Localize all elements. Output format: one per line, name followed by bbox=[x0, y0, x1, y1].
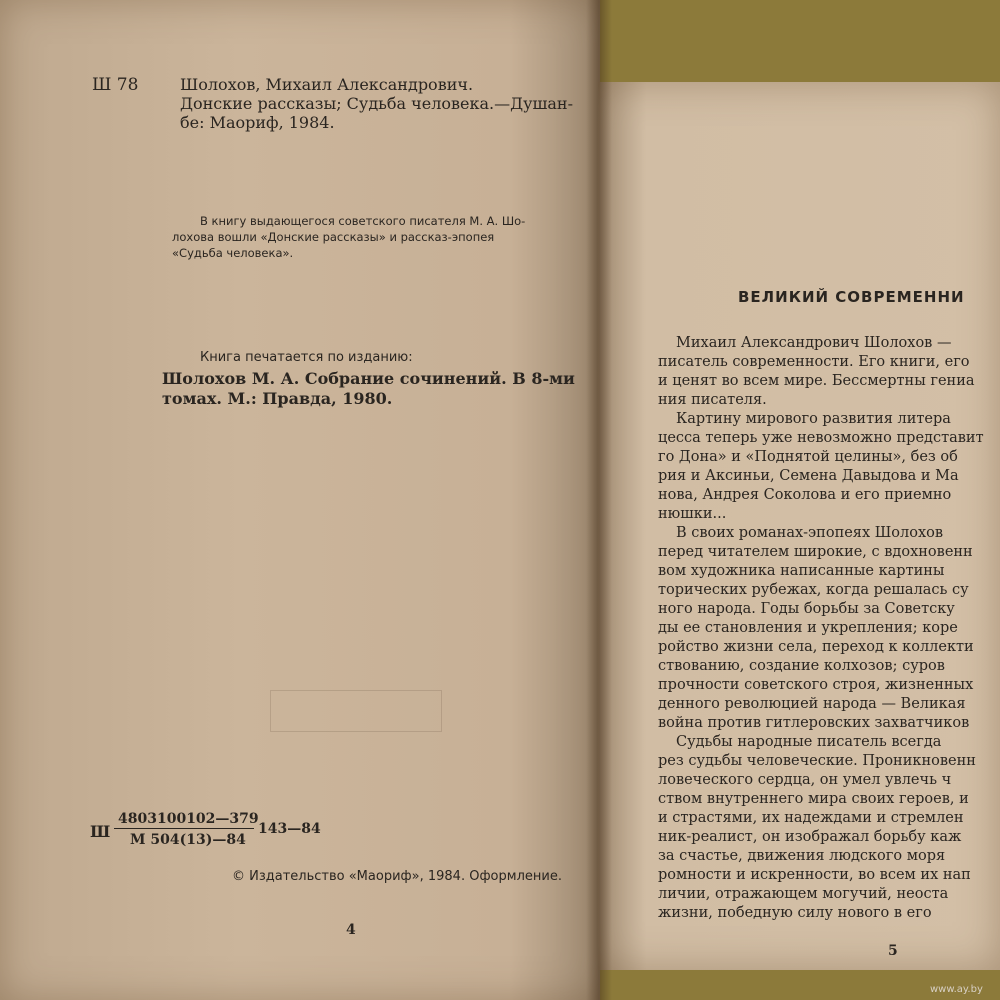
text-line: личии, отражающем могучий, неоста bbox=[658, 886, 949, 902]
right-page-number: 5 bbox=[888, 943, 898, 959]
text-line: ройство жизни села, переход к коллекти bbox=[658, 639, 974, 655]
text-line: война против гитлеровских захватчиков bbox=[658, 715, 970, 731]
text-line: и страстями, их надеждами и стремлен bbox=[658, 810, 964, 826]
text-line: го Дона» и «Поднятой целины», без об bbox=[658, 449, 958, 465]
text-line: ды ее становления и укрепления; коре bbox=[658, 620, 958, 636]
edition-note: Книга печатается по изданию: bbox=[200, 350, 413, 365]
text-line: за счастье, движения людского моря bbox=[658, 848, 946, 864]
chapter-heading: ВЕЛИКИЙ СОВРЕМЕННИ bbox=[738, 288, 965, 306]
code-fraction-line bbox=[114, 828, 254, 829]
text-line: ством внутреннего мира своих героев, и bbox=[658, 791, 969, 807]
text-line: Михаил Александрович Шолохов — bbox=[676, 335, 952, 351]
text-line: и ценят во всем мире. Бессмертны гениа bbox=[658, 373, 975, 389]
text-line: нова, Андрея Соколова и его приемно bbox=[658, 487, 952, 503]
faded-stamp bbox=[270, 690, 442, 732]
annotation-line-2: лохова вошли «Донские рассказы» и рассказ-эпопея bbox=[172, 230, 495, 244]
code-suffix: 143—84 bbox=[258, 821, 321, 837]
bib-line-2: Донские рассказы; Судьба человека.—Душан- bbox=[180, 94, 573, 113]
text-line: ник-реалист, он изображал борьбу каж bbox=[658, 829, 962, 845]
text-line: жизни, победную силу нового в его bbox=[658, 905, 932, 921]
text-line: прочности советского строя, жизненных bbox=[658, 677, 974, 693]
watermark: www.ay.by bbox=[930, 984, 983, 995]
text-line: Картину мирового развития литера bbox=[676, 411, 951, 427]
code-denominator: М 504(13)—84 bbox=[130, 832, 246, 848]
source-line-1: Шолохов М. А. Собрание сочинений. В 8-ми bbox=[162, 369, 575, 388]
text-line: рия и Аксиньи, Семена Давыдова и Ма bbox=[658, 468, 959, 484]
code-prefix: Ш bbox=[90, 822, 111, 841]
annotation-line-1: В книгу выдающегося советского писателя М. А. Шо- bbox=[200, 214, 526, 228]
text-line: ловеческого сердца, он умел увлечь ч bbox=[658, 772, 952, 788]
text-line: цесса теперь уже невозможно представит bbox=[658, 430, 984, 446]
text-line: ного народа. Годы борьбы за Советску bbox=[658, 601, 955, 617]
text-line: ния писателя. bbox=[658, 392, 767, 408]
text-line: нюшки... bbox=[658, 506, 727, 522]
text-line: ствованию, создание колхозов; суров bbox=[658, 658, 945, 674]
source-line-2: томах. М.: Правда, 1980. bbox=[162, 389, 393, 408]
left-page-number: 4 bbox=[346, 922, 356, 938]
right-page bbox=[598, 82, 1000, 970]
text-line: рез судьбы человеческие. Проникновенн bbox=[658, 753, 976, 769]
text-line: вом художника написанные картины bbox=[658, 563, 945, 579]
text-line: денного революцией народа — Великая bbox=[658, 696, 966, 712]
text-line: писатель современности. Его книги, его bbox=[658, 354, 970, 370]
text-line: перед читателем широкие, с вдохновенн bbox=[658, 544, 973, 560]
bib-line-1: Шолохов, Михаил Александрович. bbox=[180, 75, 474, 94]
text-line: ромности и искренности, во всем их нап bbox=[658, 867, 971, 883]
text-line: торических рубежах, когда решалась су bbox=[658, 582, 969, 598]
text-line: Судьбы народные писатель всегда bbox=[676, 734, 942, 750]
code-numerator: 4803100102—379 bbox=[118, 811, 259, 827]
copyright-line: © Издательство «Маориф», 1984. Оформление. bbox=[232, 869, 562, 884]
bib-line-3: бе: Маориф, 1984. bbox=[180, 113, 335, 132]
book-gutter bbox=[586, 0, 612, 1000]
text-line: В своих романах-эпопеях Шолохов bbox=[676, 525, 944, 541]
call-number: Ш 78 bbox=[92, 75, 139, 95]
annotation-line-3: «Судьба человека». bbox=[172, 246, 294, 260]
